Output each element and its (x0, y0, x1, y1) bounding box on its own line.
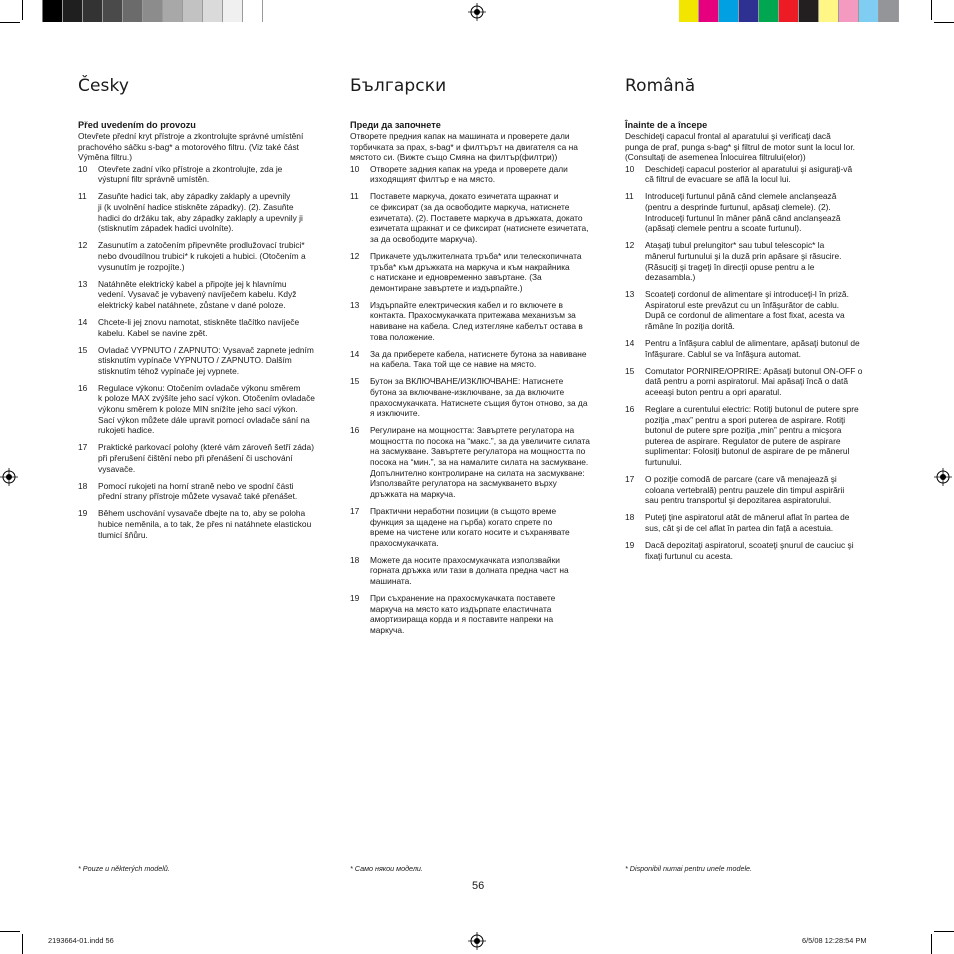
instruction-item (625, 191, 877, 233)
instruction-item (78, 345, 330, 377)
color-swatch-10 (859, 0, 879, 22)
item-number: 15 (350, 376, 360, 387)
instruction-item (625, 404, 877, 468)
item-number: 10 (625, 163, 635, 174)
column-czech (78, 76, 330, 547)
item-number: 11 (625, 191, 634, 202)
registration-mark-left-icon (0, 468, 18, 486)
color-swatch-7 (799, 0, 819, 22)
item-text: Издърпайте електрическия кабел и го включете в контакта. Прахосмукачката притежава механизъм за навиване на кабела. След изтегляне кабелът остава в това положение. (370, 299, 583, 342)
instruction-list (350, 164, 602, 636)
item-number: 11 (78, 191, 87, 202)
item-text: Pentru a înfăşura cablul de alimentare, apăsaţi butonul de înfăşurare. Cablul se va înfăşura automat. (645, 338, 860, 359)
crop-mark-top-left-h (0, 22, 20, 23)
item-text: Chcete-li jej znovu namotat, stiskněte tlačítko navíječe kabelu. Kabel se navine zpět. (98, 316, 300, 338)
item-text: Поставете маркуча, докато езичетата щракнат и се фиксират (за да освободите маркуча, натиснете езичетата). (2). Поставете маркуча в дръжката, докато езичетата щракнат и се фиксират (натиснете езичетата, за да освободите маркуча). (370, 191, 589, 244)
slug-filename: 2193664-01.indd 56 (48, 936, 114, 945)
crop-mark-top-right-h (934, 22, 954, 23)
item-text: Praktické parkovací polohy (které vám zároveň šetří záda) při přerušení čištění nebo při přenášení či uschování vysavače. (98, 442, 314, 474)
gray-swatch-6 (143, 0, 163, 22)
process-color-bar (679, 0, 899, 22)
item-text: Ovladač VYPNUTO / ZAPNUTO: Vysavač zapnete jedním stisknutím vypínače VYPNUTO / ZAPNUTO. Dalším stisknutím téhož vypínače jej vypnete. (98, 344, 314, 376)
item-text: Прикачете удължителната тръба* или телескопичната тръба* към дръжката на маркуча и към накрайника с натискане и едновременно завъртане. (За демонтиране завъртете и издърпайте.) (370, 250, 582, 293)
item-number: 12 (78, 240, 88, 251)
item-text: Regulace výkonu: Otočením ovladače výkonu směrem k poloze MAX zvýšíte jeho sací výkon. Otočením ovladače výkonu směrem k poloze MIN snížíte jeho sací výkon. Sací výkon můžete dále upravit pomocí ovladače sání na rukojeti hadice. (98, 382, 315, 436)
item-text: При съхранение на прахосмукачката поставете маркуча на място като издърпате еластичната амортизираща корда и я поставите напреки на маркуча. (370, 593, 556, 635)
item-number: 13 (350, 299, 360, 310)
item-number: 17 (78, 442, 88, 453)
instruction-item (625, 512, 877, 533)
item-number: 19 (350, 593, 360, 604)
instruction-item (350, 164, 602, 185)
registration-mark-top-icon (468, 3, 486, 21)
instruction-item (350, 376, 602, 418)
item-text: Zasuňte hadici tak, aby západky zaklaply a upevnily ji (k uvolnění hadice stiskněte západky). (2). Zasuňte hadici do držáku tak, aby západky zaklaply a upevnily ji (stisknutím západek hadici uvolníte). (98, 191, 303, 234)
registration-mark-bottom-icon (468, 932, 486, 950)
item-text: Comutator PORNIRE/OPRIRE: Apăsaţi butonul ON-OFF o dată pentru a porni aspiratorul. Mai apăsaţi încă o dată aceeaşi buton pentru a opri aparatul. (645, 365, 863, 397)
item-text: Natáhněte elektrický kabel a připojte jej k hlavnímu vedení. Vysavač je vybavený navíječem kabelu. Když elektrický kabel natáhnete, zůstane v dané poloze. (98, 278, 297, 310)
item-number: 17 (625, 474, 635, 485)
item-text: За да приберете кабела, натиснете бутона за навиване на кабела. Така той ще се навие на място. (370, 348, 587, 370)
instruction-item (625, 366, 877, 398)
instruction-item (350, 300, 602, 342)
gray-swatch-9 (203, 0, 223, 22)
item-text: Během uschování vysavače dbejte na to, aby se poloha hubice neměnila, a to tak, že přes ni natáhnete elastickou tlumicí šňůru. (98, 508, 312, 540)
registration-mark-right-icon (934, 468, 952, 486)
language-title: Română (625, 76, 696, 96)
crop-mark-bottom-left-h (0, 931, 20, 932)
instruction-item (78, 442, 330, 474)
item-number: 13 (625, 289, 635, 300)
footnote-czech: * Pouze u některých modelů. (78, 864, 170, 873)
item-number: 14 (350, 348, 360, 359)
instruction-item (78, 279, 330, 311)
gray-swatch-2 (63, 0, 83, 22)
instruction-item (350, 506, 602, 548)
instruction-item (350, 555, 602, 587)
item-text: Dacă depozitaţi aspiratorul, scoateţi şnurul de cauciuc şi fixaţi furtunul cu acesta. (645, 540, 854, 561)
language-title: Česky (78, 76, 129, 96)
instruction-item (625, 289, 877, 331)
item-number: 16 (350, 425, 360, 436)
instruction-item (78, 317, 330, 338)
section-heading: Înainte de a începe (625, 120, 708, 130)
gray-swatch-3 (83, 0, 103, 22)
color-swatch-5 (759, 0, 779, 22)
item-number: 10 (350, 163, 360, 174)
color-swatch-4 (739, 0, 759, 22)
item-text: Zasunutím a zatočením připevněte prodlužovací trubici* nebo dvoudílnou trubici* k rukojeti a hubici. (Otočením a vysunutím je rozpojíte.) (98, 240, 306, 272)
item-number: 12 (625, 240, 635, 251)
item-number: 19 (625, 540, 635, 551)
item-number: 18 (350, 554, 360, 565)
color-swatch-2 (699, 0, 719, 22)
instruction-item (350, 191, 602, 244)
slug-timestamp: 6/5/08 12:28:54 PM (802, 936, 867, 945)
instruction-item (350, 349, 602, 370)
item-number: 12 (350, 250, 360, 261)
item-text: Ataşaţi tubul prelungitor* sau tubul telescopic* la mânerul furtunului şi la duză prin apăsare şi răsucire. (Răsuciţi şi trageţi în direcţii opuse pentru a le dezasambla.) (645, 240, 842, 283)
instruction-list (78, 164, 330, 540)
item-number: 18 (78, 480, 88, 491)
instruction-item (78, 191, 330, 233)
instruction-item (78, 481, 330, 502)
instruction-item (78, 164, 330, 185)
item-text: Introduceţi furtunul până când clemele anclanşează (pentru a desprinde furtunul, apăsaţi clemele). (2). Introduceţi furtunul în mâner până când anclanşează (apăsaţi clemele pentru a scoate furtunul). (645, 191, 841, 234)
intro-paragraph: Otevřete přední kryt přístroje a zkontrolujte správné umístění prachového sáčku s-bag* a motorového filtru. (Viz také část Výměna filtru.) (78, 131, 304, 163)
item-text: Reglare a curentului electric: Rotiţi butonul de putere spre poziţia „max” pentru a spori puterea de aspirare. Rotiţi butonul de putere spre poziţia „min” pentru a micşora puterea de aspirare. Regulator de putere de aspirare suplimentar: Folosiţi butonul de aspirare de pe mânerul furtunului. (645, 404, 859, 468)
intro-paragraph: Отворете предния капак на машината и проверете дали торбичката за прах, s-bag* и филтърът на двигателя са на мястото си. (Вижте също Смяна на филтър(филтри)) (350, 131, 578, 163)
gray-swatch-8 (183, 0, 203, 22)
color-swatch-1 (679, 0, 699, 22)
column-romanian (625, 76, 877, 568)
instruction-item (625, 474, 877, 506)
item-text: Scoateţi cordonul de alimentare şi introduceţi-l în priză. Aspiratorul este prevăzut cu un înfăşurător de cablu. După ce cordonul de alimentare a fost fixat, acesta va rămâne în poziţia dorită. (645, 289, 849, 331)
instruction-item (625, 338, 877, 359)
item-number: 17 (350, 505, 360, 516)
grayscale-color-bar (42, 0, 263, 22)
gray-swatch-10 (223, 0, 243, 22)
item-text: Можете да носите прахосмукачката използвайки горната дръжка или тази в долната предна част на машината. (370, 554, 569, 586)
item-number: 13 (78, 278, 88, 289)
item-number: 19 (78, 508, 88, 519)
crop-mark-top-left-v (22, 0, 23, 20)
item-text: Otevřete zadní víko přístroje a zkontrolujte, zda je výstupní filtr správně umístěn. (98, 163, 283, 185)
instruction-item (625, 540, 877, 561)
instruction-item (350, 593, 602, 635)
item-text: Puteţi ţine aspiratorul atât de mânerul aflat în partea de sus, cât şi de cel aflat în partea din faţă a acestuia. (645, 512, 850, 533)
item-text: Регулиране на мощността: Завъртете регулатора на мощността по посока на “макс.”, за да увеличите силата на засмукване. Завъртете регулатора на мощността по посока на “мин.”, за на намалите силата на засмукване. Допълнително контролиране на силата на засмукване: Използвайте регулатора на засмукването върху дръжката на маркуча. (370, 425, 590, 499)
crop-mark-top-right-v (931, 0, 932, 20)
item-number: 15 (625, 365, 635, 376)
item-number: 16 (78, 382, 88, 393)
instruction-item (78, 383, 330, 436)
item-number: 16 (625, 404, 635, 415)
item-text: Отворете задния капак на уреда и проверете дали изходящият филтър е на място. (370, 163, 568, 185)
color-swatch-3 (719, 0, 739, 22)
page-number: 56 (472, 880, 485, 892)
footnote-bulgarian: * Само някои модели. (350, 864, 423, 873)
item-text: Бутон за ВКЛЮЧВАНЕ/ИЗКЛЮЧВАНЕ: Натиснете бутона за включване-изключване, за да включите прахосмукачката. Натиснете същия бутон отново, за да я изключите. (370, 376, 588, 419)
color-swatch-8 (819, 0, 839, 22)
gray-swatch-11 (243, 0, 263, 22)
item-number: 14 (78, 316, 88, 327)
footnote-romanian: * Disponibil numai pentru unele modele. (625, 864, 753, 873)
gray-swatch-1 (43, 0, 63, 22)
item-text: Deschideţi capacul posterior al aparatului şi asiguraţi-vă că filtrul de evacuare se află la locul lui. (645, 163, 853, 185)
section-heading: Преди да започнете (350, 120, 441, 130)
language-title: Български (350, 76, 447, 96)
gray-swatch-5 (123, 0, 143, 22)
intro-paragraph: Deschideţi capacul frontal al aparatului şi verificaţi dacă punga de praf, punga s-bag* şi filtrul de motor sunt la locul lor. (Consultaţi de asemenea Înlocuirea filtrului(elor)) (625, 131, 855, 163)
instruction-item (625, 240, 877, 282)
crop-mark-bottom-right-h (934, 931, 954, 932)
crop-mark-bottom-left-v (22, 934, 23, 954)
gray-swatch-4 (103, 0, 123, 22)
instruction-list (625, 164, 877, 562)
item-text: Практични неработни позиции (в същото време функция за щадене на гърба) когато спрете по време на чистене или когато носите и съхранявате прахосмукачката. (370, 505, 570, 548)
section-heading: Před uvedením do provozu (78, 120, 196, 130)
color-swatch-9 (839, 0, 859, 22)
crop-mark-bottom-right-v (931, 934, 932, 954)
item-text: O poziţie comodă de parcare (care vă menajează şi coloana vertebrală) pentru pauzele din timpul aspirării sau pentru transportul şi depozitarea aspiratorului. (645, 474, 845, 506)
color-swatch-6 (779, 0, 799, 22)
instruction-item (78, 508, 330, 540)
instruction-item (78, 240, 330, 272)
item-text: Pomocí rukojeti na horní straně nebo ve spodní části přední strany přístroje můžete vysavač také přenášet. (98, 480, 298, 502)
gray-swatch-7 (163, 0, 183, 22)
item-number: 18 (625, 512, 635, 523)
item-number: 10 (78, 163, 88, 174)
color-swatch-11 (879, 0, 899, 22)
instruction-item (625, 164, 877, 185)
item-number: 11 (350, 191, 359, 202)
column-bulgarian (350, 76, 602, 642)
instruction-item (350, 425, 602, 499)
instruction-item (350, 251, 602, 293)
item-number: 14 (625, 338, 635, 349)
item-number: 15 (78, 344, 88, 355)
